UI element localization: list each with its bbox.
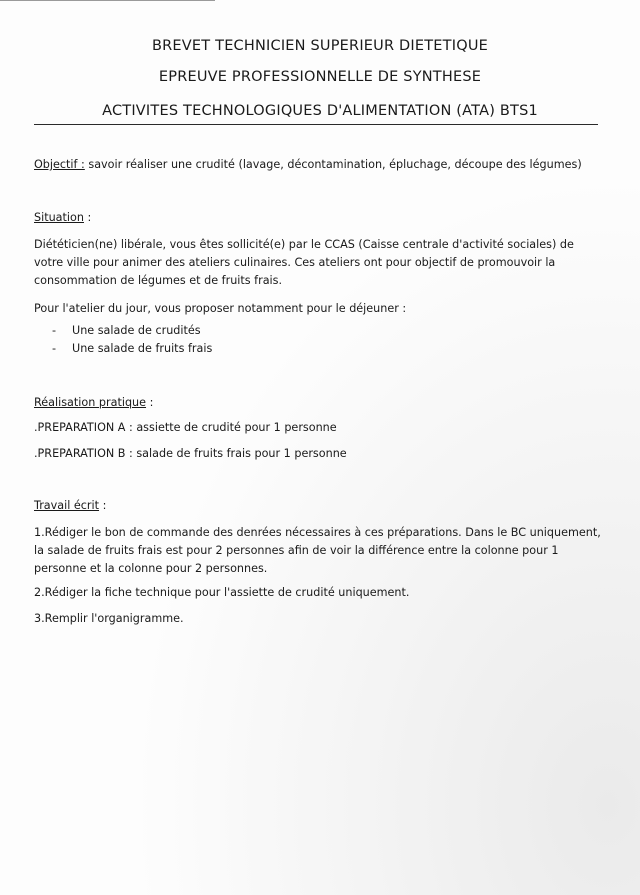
travail-item-3: 3.Remplir l'organigramme. (34, 612, 184, 625)
list-item (52, 340, 212, 358)
preparation-b: .PREPARATION B : salade de fruits frais pour 1 personne (34, 447, 347, 460)
header-line-2: EPREUVE PROFESSIONNELLE DE SYNTHESE (158, 69, 482, 85)
situation-paragraph: Diététicien(ne) libérale, vous êtes sollicité(e) par le CCAS (Caisse centrale d'activité sociales) de votre ville pour animer des ateliers culinaires. Ces ateliers ont pour objectif de promouvoir la consommation de légumes et de fruits frais. (34, 238, 574, 287)
objectif-label: Objectif : (34, 158, 85, 171)
top-edge-line (0, 0, 215, 1)
realisation-label-suffix: : (146, 396, 154, 409)
travail-item-1: 1.Rédiger le bon de commande des denrées nécessaires à ces préparations. Dans le BC uniquement, la salade de fruits frais est pour 2 personnes afin de voir la différence entre la colonne pour 1 personne et la colonne pour 2 personnes. (34, 526, 601, 575)
situation-heading (34, 209, 604, 227)
situation-label: Situation (34, 211, 84, 224)
header-line-1: BREVET TECHNICIEN SUPERIEUR DIETETIQUE (152, 38, 488, 54)
objectif-text: savoir réaliser une crudité (lavage, décontamination, épluchage, découpe des légumes) (84, 158, 582, 171)
objectif-paragraph (34, 156, 604, 174)
realisation-heading (34, 394, 604, 412)
header-divider (34, 124, 598, 125)
bullet-dash: - (52, 324, 57, 337)
travail-label-suffix: : (99, 499, 107, 512)
realisation-label: Réalisation pratique (34, 396, 147, 409)
list-item (52, 322, 212, 340)
atelier-intro: Pour l'atelier du jour, vous proposer notamment pour le déjeuner : (34, 302, 407, 315)
situation-label-suffix: : (83, 211, 92, 224)
travail-label: Travail écrit (34, 499, 100, 512)
preparation-a: .PREPARATION A : assiette de crudité pour 1 personne (34, 421, 337, 434)
bullet-dash: - (52, 342, 57, 355)
list-item-text: Une salade de crudités (72, 324, 201, 337)
menu-list (52, 322, 212, 358)
travail-item-2: 2.Rédiger la fiche technique pour l'assiette de crudité uniquement. (34, 586, 410, 599)
travail-heading (34, 497, 604, 515)
list-item-text: Une salade de fruits frais (72, 342, 213, 355)
header-line-3: ACTIVITES TECHNOLOGIQUES D'ALIMENTATION (ATA) BTS1 (102, 103, 538, 119)
